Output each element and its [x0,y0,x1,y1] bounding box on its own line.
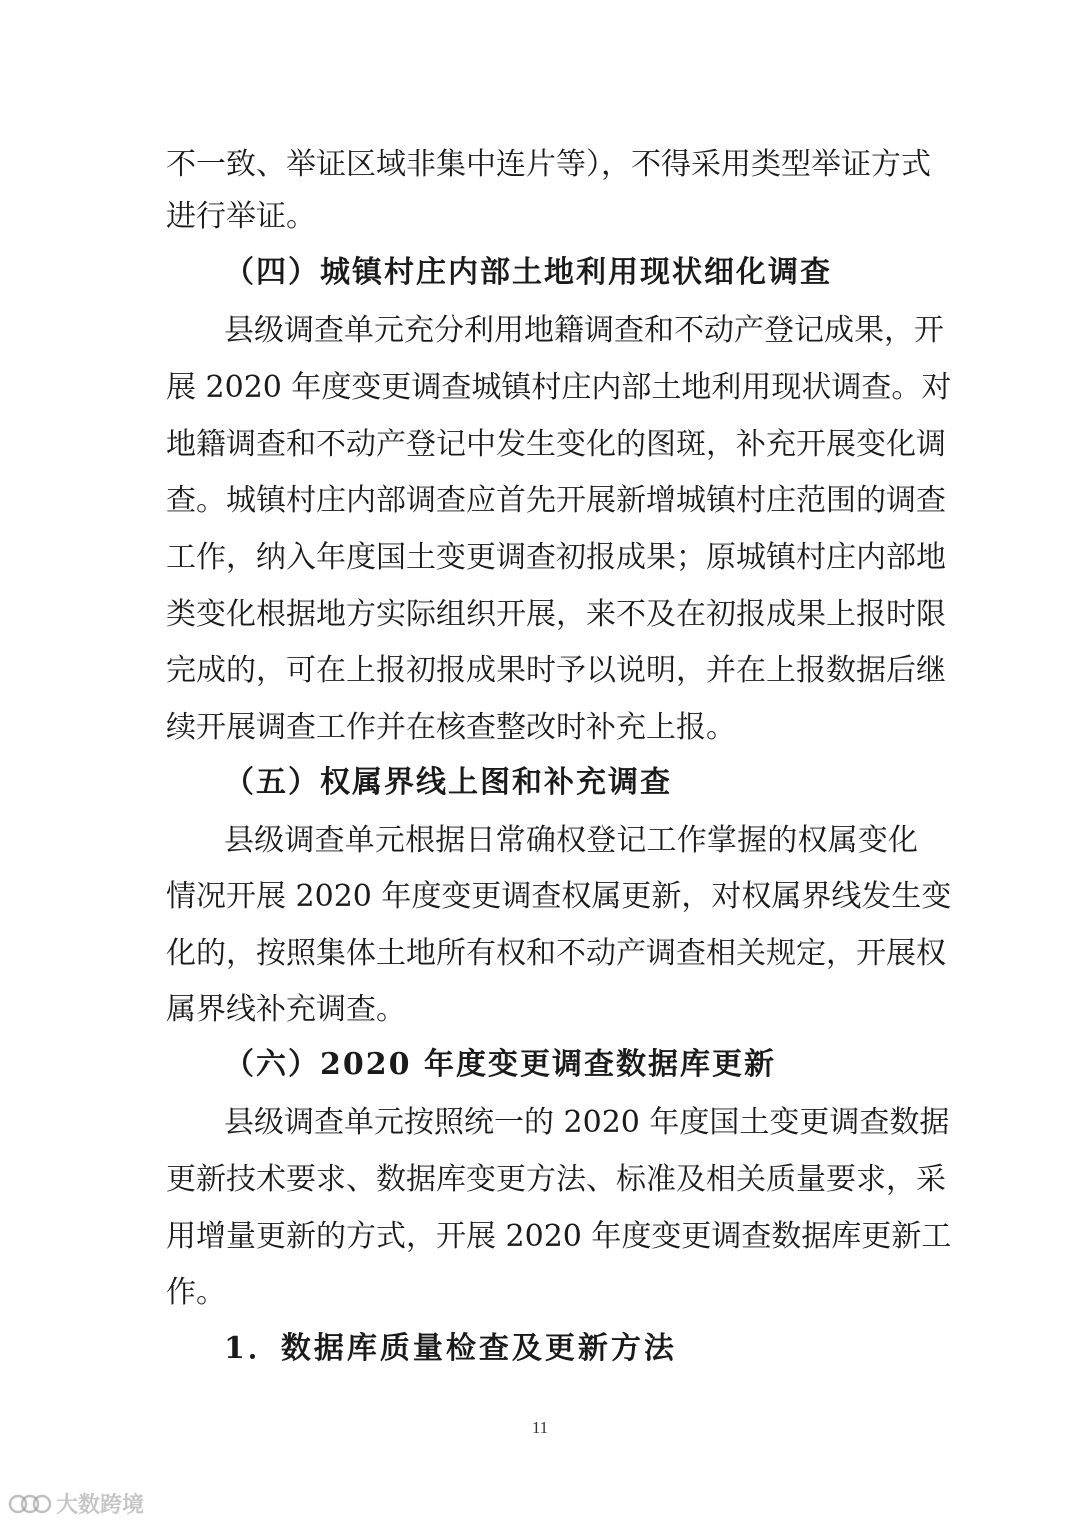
section-heading: （四）城镇村庄内部土地利用现状细化调查 [224,255,832,290]
body-line: 地籍调查和不动产登记中发生变化的图斑，补充开展变化调 [166,427,946,462]
body-line: 查。城镇村庄内部调查应首先开展新增城镇村庄范围的调查 [166,483,946,518]
body-line: 展 2020 年度变更调查城镇村庄内部土地利用现状调查。对 [166,370,952,405]
section-heading: （五）权属界线上图和补充调查 [224,765,672,800]
body-line: 完成的，可在上报初报成果时予以说明，并在上报数据后继 [166,653,946,688]
body-line: 续开展调查工作并在核查整改时补充上报。 [166,710,736,745]
body-line: 情况开展 2020 年度变更调查权属更新，对权属界线发生变 [166,879,952,914]
body-line: 工作，纳入年度国土变更调查初报成果；原城镇村庄内部地 [166,540,946,575]
watermark [8,1488,144,1519]
body-line: 作。 [166,1275,226,1310]
body-line: 类变化根据地方实际组织开展，来不及在初报成果上报时限 [166,597,946,632]
body-line: 进行举证。 [166,199,316,234]
subsection-heading: 1．数据库质量检查及更新方法 [224,1331,677,1366]
body-line: 用增量更新的方式，开展 2020 年度变更调查数据库更新工 [166,1219,952,1254]
body-line: 更新技术要求、数据库变更方法、标准及相关质量要求，采 [166,1162,946,1197]
watermark-text: 大数跨境 [56,1493,145,1518]
body-line: 化的，按照集体土地所有权和不动产调查相关规定，开展权 [166,936,946,971]
body-line: 不一致、举证区域非集中连片等），不得采用类型举证方式 [166,147,931,182]
body-line: 县级调查单元根据日常确权登记工作掌握的权属变化 [224,823,918,858]
body-line: 县级调查单元充分利用地籍调查和不动产登记成果，开 [224,313,944,348]
watermark-logo-icon [8,1491,52,1517]
body-line: 县级调查单元按照统一的 2020 年度国土变更调查数据 [224,1105,950,1140]
page-number: 11 [531,1418,549,1437]
body-line: 属界线补充调查。 [166,992,406,1027]
section-heading: （六）2020 年度变更调查数据库更新 [224,1047,776,1082]
